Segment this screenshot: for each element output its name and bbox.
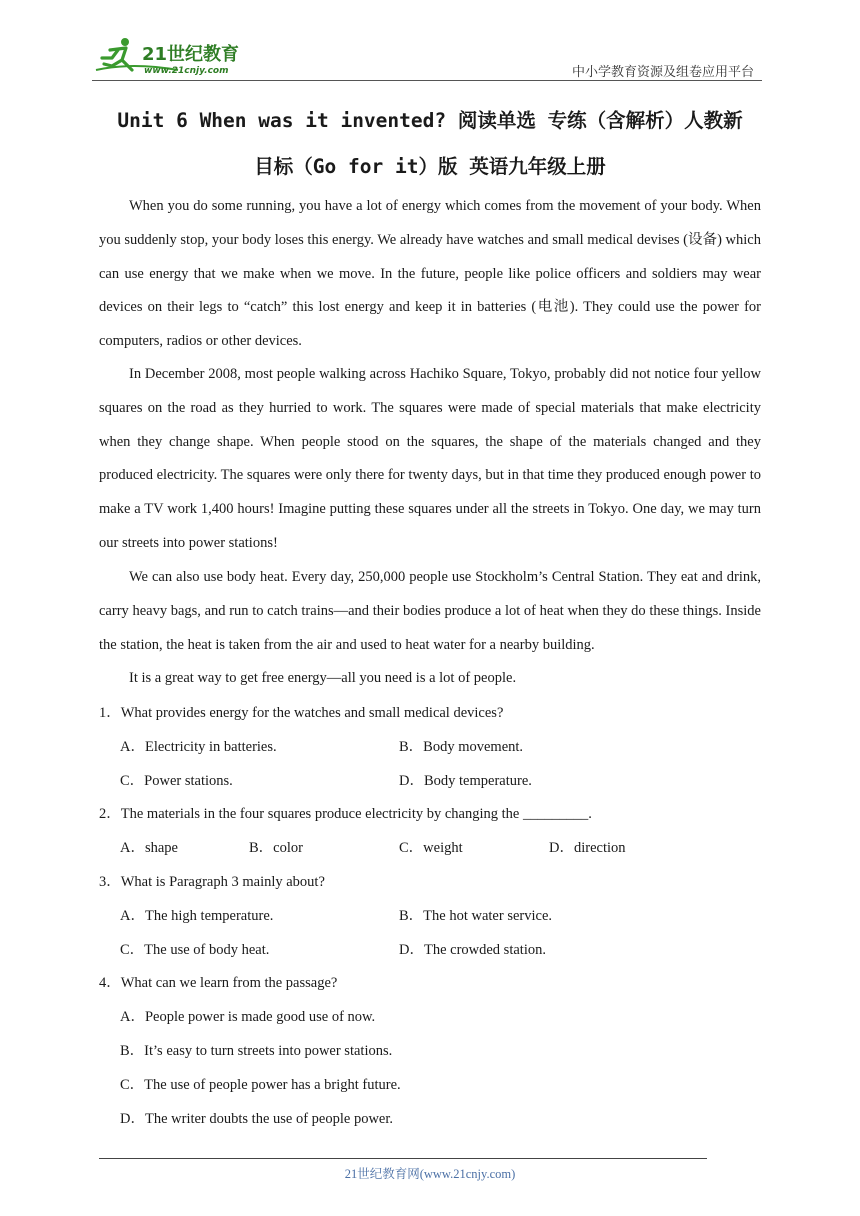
question-2-option-b: B．color <box>249 840 303 856</box>
footer-link[interactable]: 21世纪教育网(www.21cnjy.com) <box>344 1167 516 1181</box>
footer-divider <box>99 1158 707 1159</box>
header-platform-text: 中小学教育资源及组卷应用平台 <box>571 65 754 80</box>
title-line-1: Unit 6 When was it invented? 阅读单选 专练（含解析）人教新 <box>117 109 743 132</box>
question-1-option-b: B．Body movement. <box>399 739 524 755</box>
question-4-option-b: B．It’s easy to turn streets into power stations. <box>120 1043 393 1059</box>
paragraph-4: It is a great way to get free energy—all you need is a lot of people. <box>129 670 517 686</box>
question-3-option-b: B．The hot water service. <box>399 908 553 924</box>
paragraph-3: We can also use body heat. Every day, 250,000 people use Stockholm’s Central Station. They eat and drink, carry heavy bags, and run to catch trains—and their bodies produce a lot of heat when they do these things. Inside the station, the heat is taken from the air and used to heat water for a nearby building. <box>99 569 761 653</box>
question-4-option-a: A．People power is made good use of now. <box>120 1009 376 1025</box>
question-4-option-d: D．The writer doubts the use of people power. <box>120 1111 394 1127</box>
title-line-2: 目标（Go for it）版 英语九年级上册 <box>254 155 606 178</box>
question-4-option-c: C．The use of people power has a bright future. <box>120 1077 401 1093</box>
question-3-option-c: C．The use of body heat. <box>120 942 270 958</box>
document-title <box>98 98 762 190</box>
question-3-option-a: A．The high temperature. <box>120 908 274 924</box>
logo-url: www.21cnjy.com <box>144 66 229 76</box>
paragraph-1: When you do some running, you have a lot of energy which comes from the movement of your body. When you suddenly stop, your body loses this energy. We already have watches and small medical devises (设备) which can use energy that we make when we move. In the future, people like police officers and soldiers may wear devices on their legs to “catch” this lost energy and keep it in batteries (电池). They could use the power for computers, radios or other devices. <box>99 198 761 350</box>
site-logo <box>92 36 262 76</box>
question-2-stem: 2．The materials in the four squares produce electricity by changing the _________. <box>99 806 592 822</box>
question-3-stem: 3．What is Paragraph 3 mainly about? <box>99 874 325 890</box>
logo-text: 21世纪教育 <box>142 44 240 65</box>
paragraph-2: In December 2008, most people walking across Hachiko Square, Tokyo, probably did not notice four yellow squares on the road as they hurried to work. The squares were made of special materials that make electricity when they change shape. When people stood on the squares, the shape of the materials changed and they produced electricity. The squares were only there for twenty days, but in that time they produced enough power to make a TV work 1,400 hours! Imagine putting these squares under all the streets in Tokyo. One day, we may turn our streets into power stations! <box>99 366 761 551</box>
question-1-option-d: D．Body temperature. <box>399 773 532 789</box>
question-2-option-a: A．shape <box>120 840 178 856</box>
question-4-stem: 4．What can we learn from the passage? <box>99 975 338 991</box>
question-3-option-d: D．The crowded station. <box>399 942 546 958</box>
header-divider <box>92 80 762 81</box>
question-2-option-d: D．direction <box>549 840 626 856</box>
question-1-option-c: C．Power stations. <box>120 773 233 789</box>
question-1-stem: 1．What provides energy for the watches and small medical devices? <box>99 705 504 721</box>
question-1-option-a: A．Electricity in batteries. <box>120 739 277 755</box>
question-2-option-c: C．weight <box>399 840 463 856</box>
page-header <box>92 30 762 80</box>
